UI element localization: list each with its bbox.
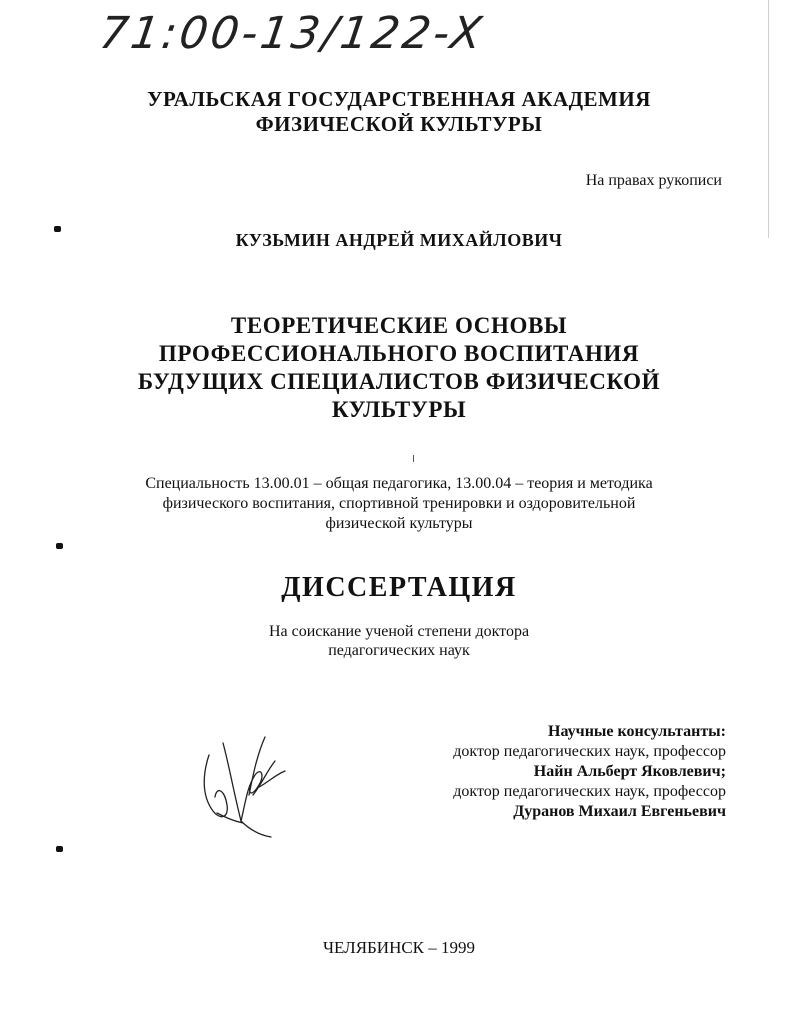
consultants-block [306, 722, 726, 822]
consultant-1-name: Найн Альберт Яковлевич; [533, 763, 726, 780]
institution-line-2: ФИЗИЧЕСКОЙ КУЛЬТУРЫ [255, 112, 543, 136]
consultant-1-title: доктор педагогических наук, профессор [453, 743, 726, 760]
dissertation-title [0, 312, 798, 424]
degree-line-1: На соискание ученой степени доктора [268, 623, 530, 640]
degree-block [0, 622, 798, 660]
institution-name [0, 87, 798, 137]
title-line-2: ПРОФЕССИОНАЛЬНОГО ВОСПИТАНИЯ [158, 341, 640, 366]
document-type-heading: ДИССЕРТАЦИЯ [281, 572, 517, 603]
consultant-2-title: доктор педагогических наук, профессор [453, 783, 726, 800]
scan-mark-icon [56, 543, 63, 549]
consultants-heading: Научные консультанты: [548, 723, 726, 740]
specialty-line-2: физического воспитания, спортивной тренировки и оздоровительной [162, 495, 636, 512]
scan-mark-icon [56, 846, 63, 852]
consultant-2-name: Дуранов Михаил Евгеньевич [513, 803, 726, 820]
institution-line-1: УРАЛЬСКАЯ ГОСУДАРСТВЕННАЯ АКАДЕМИЯ [147, 87, 651, 111]
degree-line-2: педагогических наук [328, 642, 470, 659]
specialty-block [0, 474, 798, 534]
handwritten-signature [195, 725, 295, 845]
title-line-1: ТЕОРЕТИЧЕСКИЕ ОСНОВЫ [230, 313, 568, 338]
city-year: ЧЕЛЯБИНСК – 1999 [322, 938, 476, 957]
title-line-3: БУДУЩИХ СПЕЦИАЛИСТОВ ФИЗИЧЕСКОЙ [137, 369, 661, 394]
handwritten-archive-code: 71:00-13/122-X [96, 8, 488, 59]
scan-tick-mark [413, 455, 414, 462]
rights-note: На правах рукописи [585, 172, 722, 189]
author-name: КУЗЬМИН АНДРЕЙ МИХАЙЛОВИЧ [235, 230, 563, 250]
specialty-line-1: Специальность 13.00.01 – общая педагогика, 13.00.04 – теория и методика [145, 475, 653, 492]
title-line-4: КУЛЬТУРЫ [331, 397, 467, 422]
specialty-line-3: физической культуры [325, 515, 473, 532]
